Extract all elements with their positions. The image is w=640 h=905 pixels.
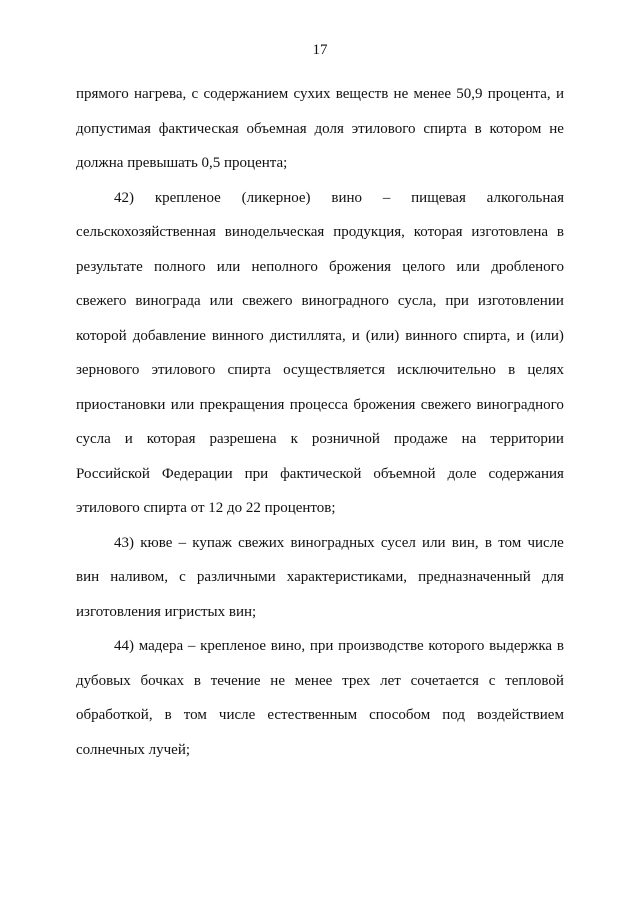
word: Федерации — [161, 465, 233, 482]
text-line — [76, 77, 564, 112]
word: наливом, — [110, 569, 169, 585]
text-line — [76, 457, 564, 492]
word: процента, — [487, 86, 551, 102]
word: числе — [218, 707, 256, 723]
word: том — [498, 534, 522, 551]
word: содержания — [488, 465, 564, 482]
word: виноградных — [290, 534, 375, 551]
word: или — [456, 258, 480, 275]
word: фактической — [280, 465, 362, 482]
word: винограда — [135, 293, 201, 309]
word: веществ — [335, 86, 389, 102]
word: объемная — [246, 120, 307, 137]
word: естественным — [267, 707, 358, 723]
word: сусла — [76, 431, 111, 447]
word: менее — [294, 672, 333, 689]
paragraph-continuation — [76, 77, 564, 181]
word: виноградного — [301, 293, 389, 309]
word: производстве — [338, 638, 424, 654]
word: не — [393, 86, 409, 102]
word: при — [309, 638, 334, 654]
word: целого — [402, 258, 446, 275]
text-line-first: 42) крепленое (ликерное) вино – пищевая алкогольная — [114, 189, 564, 206]
word: которая — [413, 224, 463, 240]
word: и — [555, 86, 564, 102]
document-body — [76, 77, 564, 767]
word: в — [474, 120, 482, 137]
text-line — [76, 215, 564, 250]
word: этилового — [351, 120, 416, 137]
text-line-first — [76, 526, 564, 561]
word: в — [508, 362, 516, 378]
word: зернового — [76, 362, 140, 378]
word: приостановки — [76, 396, 166, 413]
word: (или) — [365, 327, 400, 344]
text-line — [76, 250, 564, 285]
word: не — [549, 120, 564, 137]
word: разрешена — [209, 431, 277, 447]
word: спирта — [423, 120, 467, 137]
word: купаж — [192, 534, 232, 551]
word: с — [191, 86, 199, 102]
word: крепленое — [200, 638, 267, 654]
text-line — [76, 319, 564, 354]
word: объемной — [373, 465, 436, 482]
word: в — [164, 707, 172, 723]
word: котором — [489, 120, 542, 137]
text-line — [76, 388, 564, 423]
word: нагрева, — [133, 86, 187, 102]
paragraph-item-43 — [76, 526, 564, 630]
word: и — [351, 327, 360, 344]
word: 43) — [114, 534, 134, 551]
word: спирта, — [463, 327, 511, 344]
word: кюве — [140, 534, 173, 551]
paragraph-item-42 — [76, 181, 564, 526]
word: этилового — [151, 362, 216, 378]
word: или — [209, 293, 234, 309]
word: свежих — [238, 534, 285, 551]
word: прямого — [76, 86, 129, 102]
word: исключительно — [397, 362, 496, 378]
text-line-last: этилового спирта от 12 до 22 процентов; — [76, 500, 336, 516]
word: не — [270, 672, 285, 689]
word: Российской — [76, 465, 150, 482]
word: 44) — [114, 638, 134, 654]
word: в — [556, 224, 564, 240]
word: содержанием — [203, 86, 289, 102]
word: или — [170, 396, 195, 413]
text-line — [76, 353, 564, 388]
word: вин, — [451, 534, 479, 551]
word: и — [124, 431, 133, 447]
word: с — [179, 569, 186, 585]
text-line — [76, 698, 564, 733]
word: винного — [211, 327, 264, 344]
word: дробленого — [491, 258, 564, 275]
word: 50,9 — [456, 86, 483, 102]
text-line-last: солнечных лучей; — [76, 741, 191, 758]
word: на — [461, 431, 477, 447]
word: дистиллята, — [269, 327, 346, 344]
word: добавление — [132, 327, 206, 344]
word: при — [244, 465, 269, 482]
word: мадера — [138, 638, 184, 654]
word: винодельческая — [224, 224, 325, 240]
word: которого — [428, 638, 485, 654]
word: вин — [76, 569, 100, 585]
word: изготовлении — [477, 293, 564, 309]
word: допустимая — [76, 120, 151, 137]
word: полного — [153, 258, 206, 275]
text-line-first — [76, 629, 564, 664]
word: продаже — [393, 431, 448, 447]
word: бочках — [140, 672, 185, 689]
word: в — [193, 672, 201, 689]
word: том — [183, 707, 207, 723]
word: сельскохозяйственная — [76, 224, 216, 240]
paragraph-item-44 — [76, 629, 564, 767]
word: спирта — [227, 362, 271, 378]
word: – — [187, 638, 196, 654]
word: при — [445, 293, 469, 309]
word: числе — [527, 534, 564, 551]
word: сочетается — [410, 672, 479, 689]
word: результате — [76, 258, 143, 275]
word: целях — [527, 362, 564, 378]
word: доле — [447, 465, 477, 482]
word: в — [484, 534, 492, 551]
word: характеристиками, — [286, 569, 407, 585]
word: течение — [210, 672, 261, 689]
word: прекращения — [199, 396, 285, 413]
text-line — [76, 664, 564, 699]
text-line — [76, 112, 564, 147]
word: под — [442, 707, 465, 723]
word: вино, — [270, 638, 306, 654]
page-number: 17 — [312, 42, 328, 58]
word: – — [178, 534, 187, 551]
word: воздействием — [477, 707, 564, 723]
word: сусел — [380, 534, 416, 551]
word: для — [541, 569, 564, 585]
word: к — [290, 431, 298, 447]
word: различными — [196, 569, 276, 585]
word: фактическая — [158, 120, 239, 137]
word: дубовых — [76, 672, 131, 689]
word: территории — [490, 431, 564, 447]
word: осуществляется — [283, 362, 385, 378]
word: с — [488, 672, 496, 689]
word: тепловой — [505, 672, 564, 689]
word: брожения — [353, 396, 416, 413]
word: свежего — [420, 396, 472, 413]
word: способом — [369, 707, 431, 723]
word: сусла, — [397, 293, 437, 309]
word: винного — [405, 327, 458, 344]
word: и — [516, 327, 525, 344]
word: лет — [380, 672, 401, 689]
text-line-last: изготовления игристых вин; — [76, 603, 257, 620]
word: доля — [314, 120, 344, 137]
word: неполного — [251, 258, 318, 275]
word: процесса — [289, 396, 349, 413]
text-line — [76, 284, 564, 319]
word: продукция, — [333, 224, 405, 240]
text-line — [76, 422, 564, 457]
text-line-last: должна превышать 0,5 процента; — [76, 155, 288, 171]
word: в — [556, 638, 564, 654]
word: выдержка — [489, 638, 553, 654]
word: или — [216, 258, 241, 275]
word: розничной — [311, 431, 380, 447]
word: трех — [342, 672, 371, 689]
word: менее — [413, 86, 451, 102]
word: изготовлена — [471, 224, 549, 240]
word: предназначенный — [418, 569, 531, 585]
word: свежего — [76, 293, 127, 309]
word: или — [422, 534, 446, 551]
text-line — [76, 560, 564, 595]
word: которой — [76, 327, 127, 344]
word: (или) — [530, 327, 564, 344]
word: сухих — [293, 86, 331, 102]
word: брожения — [329, 258, 392, 275]
word: которая — [146, 431, 196, 447]
word: свежего — [242, 293, 293, 309]
word: обработкой, — [76, 707, 153, 723]
word: виноградного — [476, 396, 564, 413]
